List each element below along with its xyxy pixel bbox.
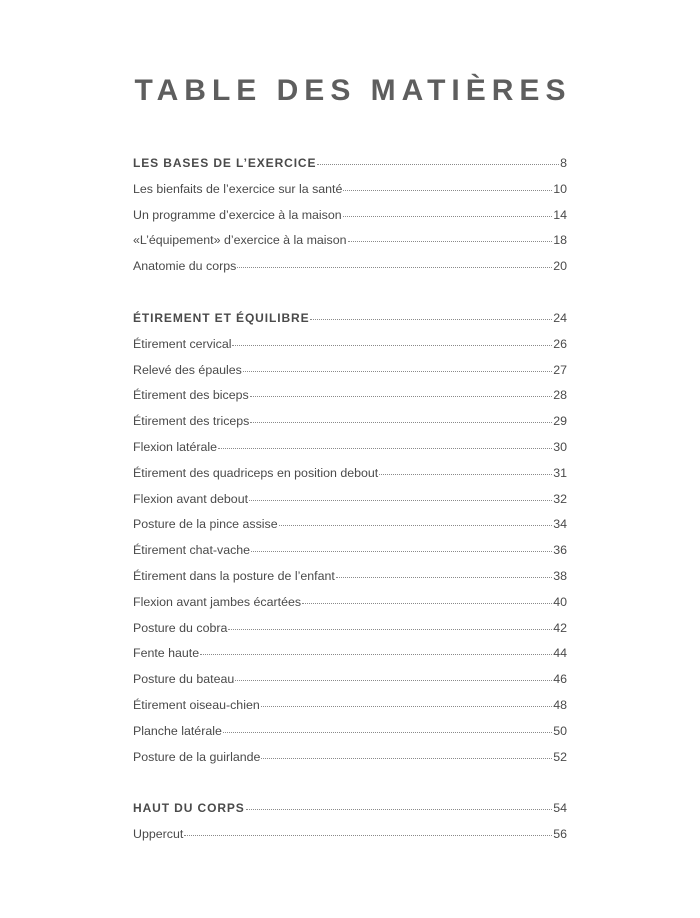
toc-entry[interactable] bbox=[133, 724, 567, 750]
toc-entry-label: Flexion avant debout bbox=[133, 491, 249, 506]
toc-entry[interactable] bbox=[133, 440, 567, 466]
toc-entry-label: «L’équipement» d’exercice à la maison bbox=[133, 233, 347, 248]
dot-leader bbox=[246, 809, 553, 810]
toc-section-etirement bbox=[133, 311, 567, 775]
toc-entry[interactable] bbox=[133, 182, 567, 208]
toc-entry-label: Les bienfaits de l’exercice sur la santé bbox=[133, 181, 343, 196]
toc-entry[interactable] bbox=[133, 698, 567, 724]
dot-leader bbox=[261, 758, 552, 759]
dot-leader bbox=[223, 732, 552, 733]
toc-entry[interactable] bbox=[133, 208, 567, 234]
toc-entry-label: Fente haute bbox=[133, 646, 200, 661]
toc-section-heading[interactable] bbox=[133, 156, 567, 182]
dot-leader bbox=[343, 216, 553, 217]
toc-section-heading[interactable] bbox=[133, 311, 567, 337]
toc-entry-label: Étirement des quadriceps en position debout bbox=[133, 465, 379, 480]
toc-entry-label: Posture du bateau bbox=[133, 672, 235, 687]
dot-leader bbox=[249, 500, 552, 501]
toc-entry-label: Anatomie du corps bbox=[133, 259, 237, 274]
toc-entry-label: Étirement des triceps bbox=[133, 414, 250, 429]
dot-leader bbox=[343, 190, 552, 191]
toc-page-number: 24 bbox=[553, 310, 567, 325]
dot-leader bbox=[250, 422, 552, 423]
toc-page-number: 31 bbox=[553, 465, 567, 480]
toc-entry-label: Flexion avant jambes écartées bbox=[133, 594, 302, 609]
toc-entry-label: Relevé des épaules bbox=[133, 362, 242, 377]
toc-entry-label: Posture de la guirlande bbox=[133, 749, 261, 764]
toc-heading-label: HAUT DU CORPS bbox=[133, 801, 245, 816]
toc-page-number: 42 bbox=[553, 620, 567, 635]
dot-leader bbox=[336, 577, 552, 578]
dot-leader bbox=[228, 629, 552, 630]
toc-page-number: 50 bbox=[553, 723, 567, 738]
table-of-contents bbox=[133, 156, 567, 879]
toc-section-haut-du-corps bbox=[133, 801, 567, 853]
dot-leader bbox=[261, 706, 552, 707]
toc-page-number: 54 bbox=[553, 801, 567, 816]
toc-entry-label: Uppercut bbox=[133, 827, 184, 842]
toc-entry-label: Posture de la pince assise bbox=[133, 517, 278, 532]
toc-entry[interactable] bbox=[133, 646, 567, 672]
toc-page-number: 36 bbox=[553, 543, 567, 558]
toc-entry-label: Flexion latérale bbox=[133, 439, 218, 454]
toc-page-number: 46 bbox=[553, 672, 567, 687]
toc-section-heading[interactable] bbox=[133, 801, 567, 827]
dot-leader bbox=[251, 551, 552, 552]
dot-leader bbox=[379, 474, 552, 475]
toc-page-number: 34 bbox=[553, 517, 567, 532]
toc-page-number: 52 bbox=[553, 749, 567, 764]
dot-leader bbox=[237, 267, 552, 268]
toc-entry[interactable] bbox=[133, 492, 567, 518]
toc-entry[interactable] bbox=[133, 750, 567, 776]
toc-entry[interactable] bbox=[133, 595, 567, 621]
toc-entry[interactable] bbox=[133, 672, 567, 698]
toc-entry[interactable] bbox=[133, 517, 567, 543]
toc-entry[interactable] bbox=[133, 233, 567, 259]
toc-entry-label: Étirement cervical bbox=[133, 336, 232, 351]
toc-page-number: 14 bbox=[553, 207, 567, 222]
toc-page-number: 56 bbox=[553, 827, 567, 842]
toc-page-number: 26 bbox=[553, 336, 567, 351]
dot-leader bbox=[235, 680, 552, 681]
toc-page-number: 40 bbox=[553, 594, 567, 609]
dot-leader bbox=[310, 319, 552, 320]
toc-entry[interactable] bbox=[133, 337, 567, 363]
toc-page-number: 18 bbox=[553, 233, 567, 248]
toc-entry[interactable] bbox=[133, 414, 567, 440]
toc-entry-label: Posture du cobra bbox=[133, 620, 228, 635]
dot-leader bbox=[232, 345, 552, 346]
toc-page-number: 10 bbox=[553, 181, 567, 196]
toc-page-number: 8 bbox=[560, 156, 567, 170]
toc-page-number: 48 bbox=[553, 697, 567, 712]
toc-section-bases bbox=[133, 156, 567, 285]
dot-leader bbox=[200, 654, 552, 655]
toc-heading-label: LES BASES DE L’EXERCICE bbox=[133, 156, 317, 170]
toc-entry[interactable] bbox=[133, 259, 567, 285]
toc-entry[interactable] bbox=[133, 621, 567, 647]
toc-page-number: 20 bbox=[553, 259, 567, 274]
toc-entry-label: Étirement des biceps bbox=[133, 388, 249, 403]
toc-page-number: 28 bbox=[553, 388, 567, 403]
toc-entry-label: Planche latérale bbox=[133, 723, 222, 738]
toc-page-number: 30 bbox=[553, 439, 567, 454]
toc-entry[interactable] bbox=[133, 569, 567, 595]
dot-leader bbox=[250, 396, 553, 397]
dot-leader bbox=[243, 371, 552, 372]
toc-entry-label: Un programme d’exercice à la maison bbox=[133, 207, 342, 222]
page-title: TABLE DES MATIÈRES bbox=[134, 74, 572, 107]
toc-entry[interactable] bbox=[133, 827, 567, 853]
dot-leader bbox=[279, 525, 553, 526]
dot-leader bbox=[348, 241, 553, 242]
toc-page-number: 32 bbox=[553, 491, 567, 506]
toc-page-number: 44 bbox=[553, 646, 567, 661]
dot-leader bbox=[302, 603, 552, 604]
toc-page-number: 29 bbox=[553, 414, 567, 429]
toc-entry[interactable] bbox=[133, 388, 567, 414]
dot-leader bbox=[317, 164, 559, 165]
toc-entry[interactable] bbox=[133, 466, 567, 492]
toc-entry-label: Étirement oiseau-chien bbox=[133, 697, 260, 712]
toc-page-number: 27 bbox=[553, 362, 567, 377]
toc-page-number: 38 bbox=[553, 568, 567, 583]
dot-leader bbox=[218, 448, 552, 449]
toc-heading-label: ÉTIREMENT ET ÉQUILIBRE bbox=[133, 310, 310, 325]
dot-leader bbox=[184, 835, 552, 836]
toc-entry-label: Étirement chat-vache bbox=[133, 543, 251, 558]
toc-entry[interactable] bbox=[133, 363, 567, 389]
toc-entry[interactable] bbox=[133, 543, 567, 569]
toc-entry-label: Étirement dans la posture de l’enfant bbox=[133, 568, 335, 583]
